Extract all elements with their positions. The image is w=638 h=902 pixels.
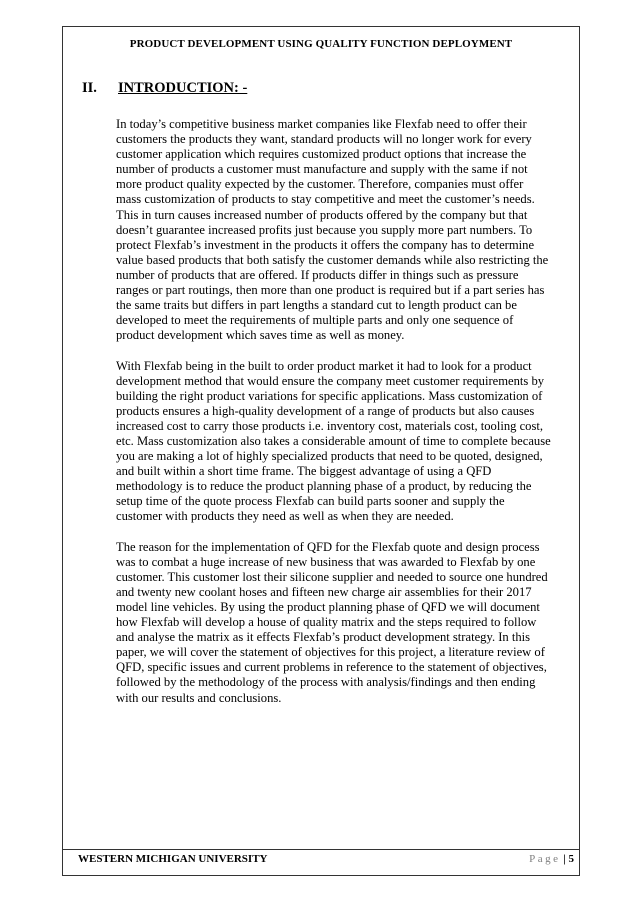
text-line: customers the products they want, standard products will no longer work for every: [116, 132, 532, 147]
text-line: This in turn causes increased number of products offered by the company but that: [116, 207, 528, 222]
text-line: the same traits but differs in part lengths a standard cut to length product can be: [116, 298, 517, 313]
text-line: setup time of the quote process Flexfab can build parts sooner and supply the: [116, 494, 505, 509]
text-line: customer with products they need as well as when they are needed.: [116, 509, 454, 524]
section-title: INTRODUCTION: -: [118, 80, 248, 96]
footer-institution: WESTERN MICHIGAN UNIVERSITY: [78, 853, 268, 865]
text-line: value based products that both satisfy the customer demands while also restricting the: [116, 252, 549, 267]
text-line: was to combat a huge increase of new business that was awarded to Flexfab by one: [116, 554, 536, 569]
section-number: II.: [82, 80, 97, 96]
text-line: products ensures a high-quality development of a range of products but also causes: [116, 403, 535, 418]
paragraph-3: [116, 540, 566, 706]
text-line: methodology is to reduce the product planning phase of a product, by reducing the: [116, 479, 532, 494]
text-line: with our results and conclusions.: [116, 690, 282, 705]
text-line: paper, we will cover the statement of objectives for this project, a literature review of: [116, 645, 545, 660]
paragraph-2: [116, 359, 566, 525]
page-indicator: [529, 853, 574, 865]
page-label: Page: [529, 853, 561, 865]
text-line: ranges or part routings, then more than one product is required but if a part series has: [116, 283, 545, 298]
body-text: [116, 117, 566, 721]
paragraph-1: [116, 117, 566, 343]
text-line: With Flexfab being in the built to order product market it had to look for a product: [116, 358, 532, 373]
text-line: customer application which requires customized product options that increase the: [116, 147, 527, 162]
text-line: development method that would ensure the company meet customer requirements by: [116, 373, 545, 388]
running-header: PRODUCT DEVELOPMENT USING QUALITY FUNCTION DEPLOYMENT: [129, 38, 513, 50]
text-line: mass customization of products to stay competitive and meet the customer’s needs.: [116, 192, 535, 207]
text-line: more product quality expected by the customer. Therefore, companies must offer: [116, 177, 524, 192]
text-line: and twenty new coolant hoses and fifteen new charge air assemblies for their 2017: [116, 584, 532, 599]
text-line: doesn’t guarantee increased profits just because you supply more part numbers. To: [116, 222, 533, 237]
text-line: building the right product variations for specific applications. Mass customization of: [116, 388, 543, 403]
text-line: how Flexfab will develop a house of quality matrix and the steps required to follow: [116, 615, 537, 630]
text-line: QFD, specific issues and current problems in reference to the statement of objectives,: [116, 660, 547, 675]
text-line: product development which saves time as well as money.: [116, 328, 405, 343]
text-line: and built within a short time frame. The biggest advantage of using a QFD: [116, 464, 492, 479]
text-line: followed by the methodology of the process with analysis/findings and then ending: [116, 675, 536, 690]
text-line: and analyse the matrix as it effects Flexfab’s product development strategy. In this: [116, 630, 531, 645]
text-line: you are making a lot of highly specialized products that need to be quoted, designed,: [116, 449, 543, 464]
page-footer: [62, 849, 580, 876]
text-line: model line vehicles. By using the product planning phase of QFD we will document: [116, 600, 540, 614]
text-line: number of products that are offered. If products differ in things such as pressure: [116, 267, 519, 282]
text-line: developed to meet the requirements of multiple parts and only one sequence of: [116, 313, 514, 328]
page-separator: |: [563, 853, 566, 865]
text-line: increased cost to carry those products i.e. inventory cost, materials cost, tooling cost,: [116, 418, 544, 433]
section-heading: [82, 80, 247, 97]
text-line: etc. Mass customization also takes a considerable amount of time to complete because: [116, 433, 551, 448]
text-line: protect Flexfab’s investment in the products it offers the company has to determine: [116, 237, 535, 252]
page-number: 5: [568, 853, 574, 865]
text-line: In today’s competitive business market companies like Flexfab need to offer their: [116, 117, 527, 131]
text-line: The reason for the implementation of QFD for the Flexfab quote and design process: [116, 539, 540, 554]
text-line: number of products a customer must manufacture and supply with the same if not: [116, 162, 528, 177]
text-line: customer. This customer lost their silicone supplier and needed to source one hundred: [116, 569, 548, 584]
